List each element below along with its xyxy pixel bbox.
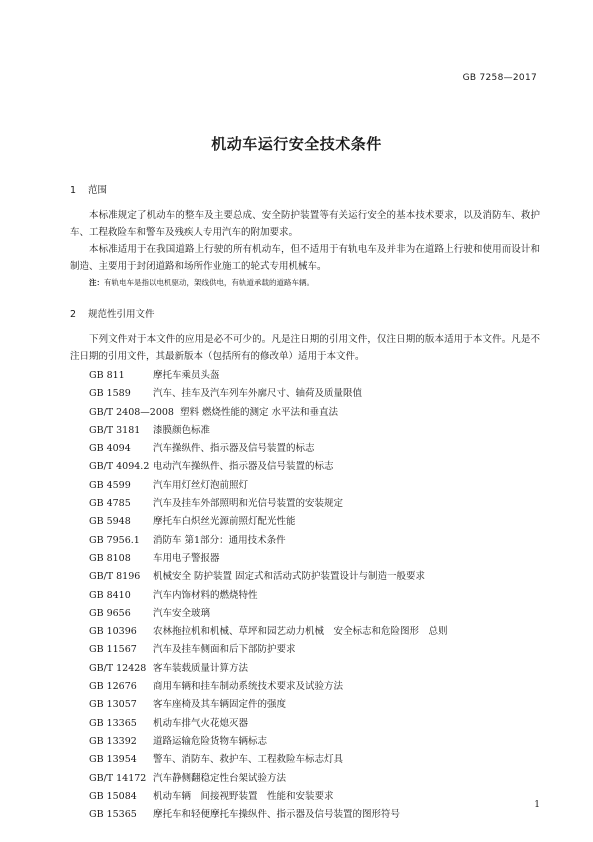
reference-item	[89, 550, 549, 568]
reference-item	[89, 641, 549, 659]
section-heading-normative-references	[70, 306, 155, 320]
reference-title: 农林拖拉机和机械、草坪和园艺动力机械 安全标志和危险图形 总则	[153, 626, 448, 638]
reference-item	[89, 367, 549, 385]
reference-item	[89, 513, 549, 531]
reference-code: GB/T 12428	[89, 662, 147, 674]
reference-code: GB 4599	[89, 479, 131, 491]
reference-item	[89, 788, 549, 806]
reference-title: 汽车内饰材料的燃烧特性	[153, 589, 258, 601]
note-label: 注：	[89, 278, 104, 287]
reference-title: 塑料 燃烧性能的测定 水平法和垂直法	[179, 406, 339, 418]
reference-code: GB/T 8196	[89, 571, 141, 583]
reference-item	[89, 733, 549, 751]
reference-code: GB 7956.1	[89, 534, 140, 546]
reference-title: 商用车辆和挂车制动系统技术要求及试验方法	[153, 681, 344, 693]
reference-title: 汽车静侧翻稳定性台架试验方法	[153, 772, 287, 784]
note-text: 有轨电车是指以电机驱动，架线供电，有轨道承载的道路车辆。	[104, 278, 314, 287]
reference-list	[89, 367, 549, 824]
section-number: 1	[70, 185, 77, 196]
reference-title: 汽车操纵件、指示器及信号装置的标志	[153, 443, 315, 455]
reference-item	[89, 660, 549, 678]
reference-code: GB/T 14172	[89, 772, 147, 784]
reference-code: GB 13392	[89, 735, 137, 747]
reference-item	[89, 477, 549, 495]
reference-item	[89, 422, 549, 440]
scope-note	[89, 277, 314, 288]
document-title: 机动车运行安全技术条件	[211, 135, 382, 153]
section-heading-scope	[70, 182, 107, 196]
reference-item	[89, 770, 549, 788]
reference-code: GB 8410	[89, 589, 131, 601]
reference-item	[89, 568, 549, 586]
reference-item	[89, 587, 549, 605]
reference-item	[89, 404, 549, 422]
reference-code: GB 5948	[89, 516, 131, 528]
references-intro-paragraph: 下列文件对于本文件的应用是必不可少的。凡是注日期的引用文件，仅注日期的版本适用于本文件。凡是不注日期的引用文件，其最新版本（包括所有的修改单）适用于本文件。	[70, 334, 540, 362]
reference-title: 机械安全 防护装置 固定式和活动式防护装置设计与制造一般要求	[153, 571, 426, 583]
reference-title: 客车装载质量计算方法	[153, 662, 249, 674]
reference-code: GB/T 2408—2008	[89, 406, 174, 418]
reference-code: GB 15365	[89, 809, 137, 821]
reference-title: 汽车及挂车侧面和后下部防护要求	[153, 644, 296, 656]
standard-number: GB 7258—2017	[462, 73, 537, 83]
reference-title: 汽车及挂车外部照明和光信号装置的安装规定	[153, 498, 344, 510]
reference-item	[89, 458, 549, 476]
reference-code: GB/T 3181	[89, 424, 141, 436]
reference-title: 汽车用灯丝灯泡前照灯	[153, 479, 249, 491]
reference-code: GB 1589	[89, 388, 131, 400]
reference-code: GB 15084	[89, 790, 137, 802]
reference-title: 摩托车乘员头盔	[153, 370, 220, 381]
reference-code: GB 811	[89, 370, 125, 381]
reference-item	[89, 751, 549, 769]
reference-title: 警车、消防车、救护车、工程救险车标志灯具	[153, 754, 344, 766]
reference-code: GB 12676	[89, 681, 137, 693]
page-number: 1	[534, 800, 540, 810]
reference-item	[89, 715, 549, 733]
section-title: 范围	[88, 185, 108, 196]
reference-code: GB 10396	[89, 626, 137, 638]
reference-item	[89, 605, 549, 623]
reference-item	[89, 532, 549, 550]
reference-code: GB 4785	[89, 498, 131, 510]
reference-code: GB 13365	[89, 717, 137, 729]
reference-item	[89, 806, 549, 824]
reference-title: 汽车安全玻璃	[153, 607, 211, 619]
reference-code: GB 8108	[89, 552, 131, 564]
reference-item	[89, 678, 549, 696]
reference-title: 摩托车和轻便摩托车操纵件、指示器及信号装置的图形符号	[153, 809, 401, 821]
reference-code: GB/T 4094.2	[89, 461, 150, 473]
reference-item	[89, 495, 549, 513]
reference-code: GB 13954	[89, 754, 137, 766]
reference-title: 客车座椅及其车辆固定件的强度	[153, 699, 287, 711]
reference-code: GB 9656	[89, 607, 131, 619]
reference-item	[89, 385, 549, 403]
reference-title: 道路运输危险货物车辆标志	[153, 735, 268, 747]
reference-title: 机动车辆 间接视野装置 性能和安装要求	[153, 790, 334, 802]
section-number: 2	[70, 309, 77, 320]
reference-item	[89, 696, 549, 714]
reference-title: 摩托车白炽丝光源前照灯配光性能	[153, 516, 296, 528]
reference-title: 漆膜颜色标准	[153, 424, 211, 436]
scope-paragraph-2: 本标准适用于在我国道路上行驶的所有机动车，但不适用于有轨电车及并非为在道路上行驶和使用而设计和制造、主要用于封闭道路和场所作业施工的轮式专用机械车。	[70, 244, 540, 272]
reference-code: GB 13057	[89, 699, 137, 711]
reference-title: 电动汽车操纵件、指示器及信号装置的标志	[153, 461, 334, 473]
reference-title: 消防车 第1部分：通用技术条件	[153, 534, 286, 546]
reference-item	[89, 623, 549, 641]
reference-title: 机动车排气火花熄灭器	[153, 717, 249, 729]
scope-paragraph-1: 本标准规定了机动车的整车及主要总成、安全防护装置等有关运行安全的基本技术要求，以及消防车、救护车、工程救险车和警车及残疾人专用汽车的附加要求。	[70, 210, 540, 238]
reference-code: GB 4094	[89, 443, 131, 455]
reference-title: 车用电子警报器	[153, 552, 220, 564]
reference-item	[89, 440, 549, 458]
reference-code: GB 11567	[89, 644, 137, 656]
reference-title: 汽车、挂车及汽车列车外廓尺寸、轴荷及质量限值	[153, 388, 363, 400]
section-title: 规范性引用文件	[88, 309, 155, 320]
